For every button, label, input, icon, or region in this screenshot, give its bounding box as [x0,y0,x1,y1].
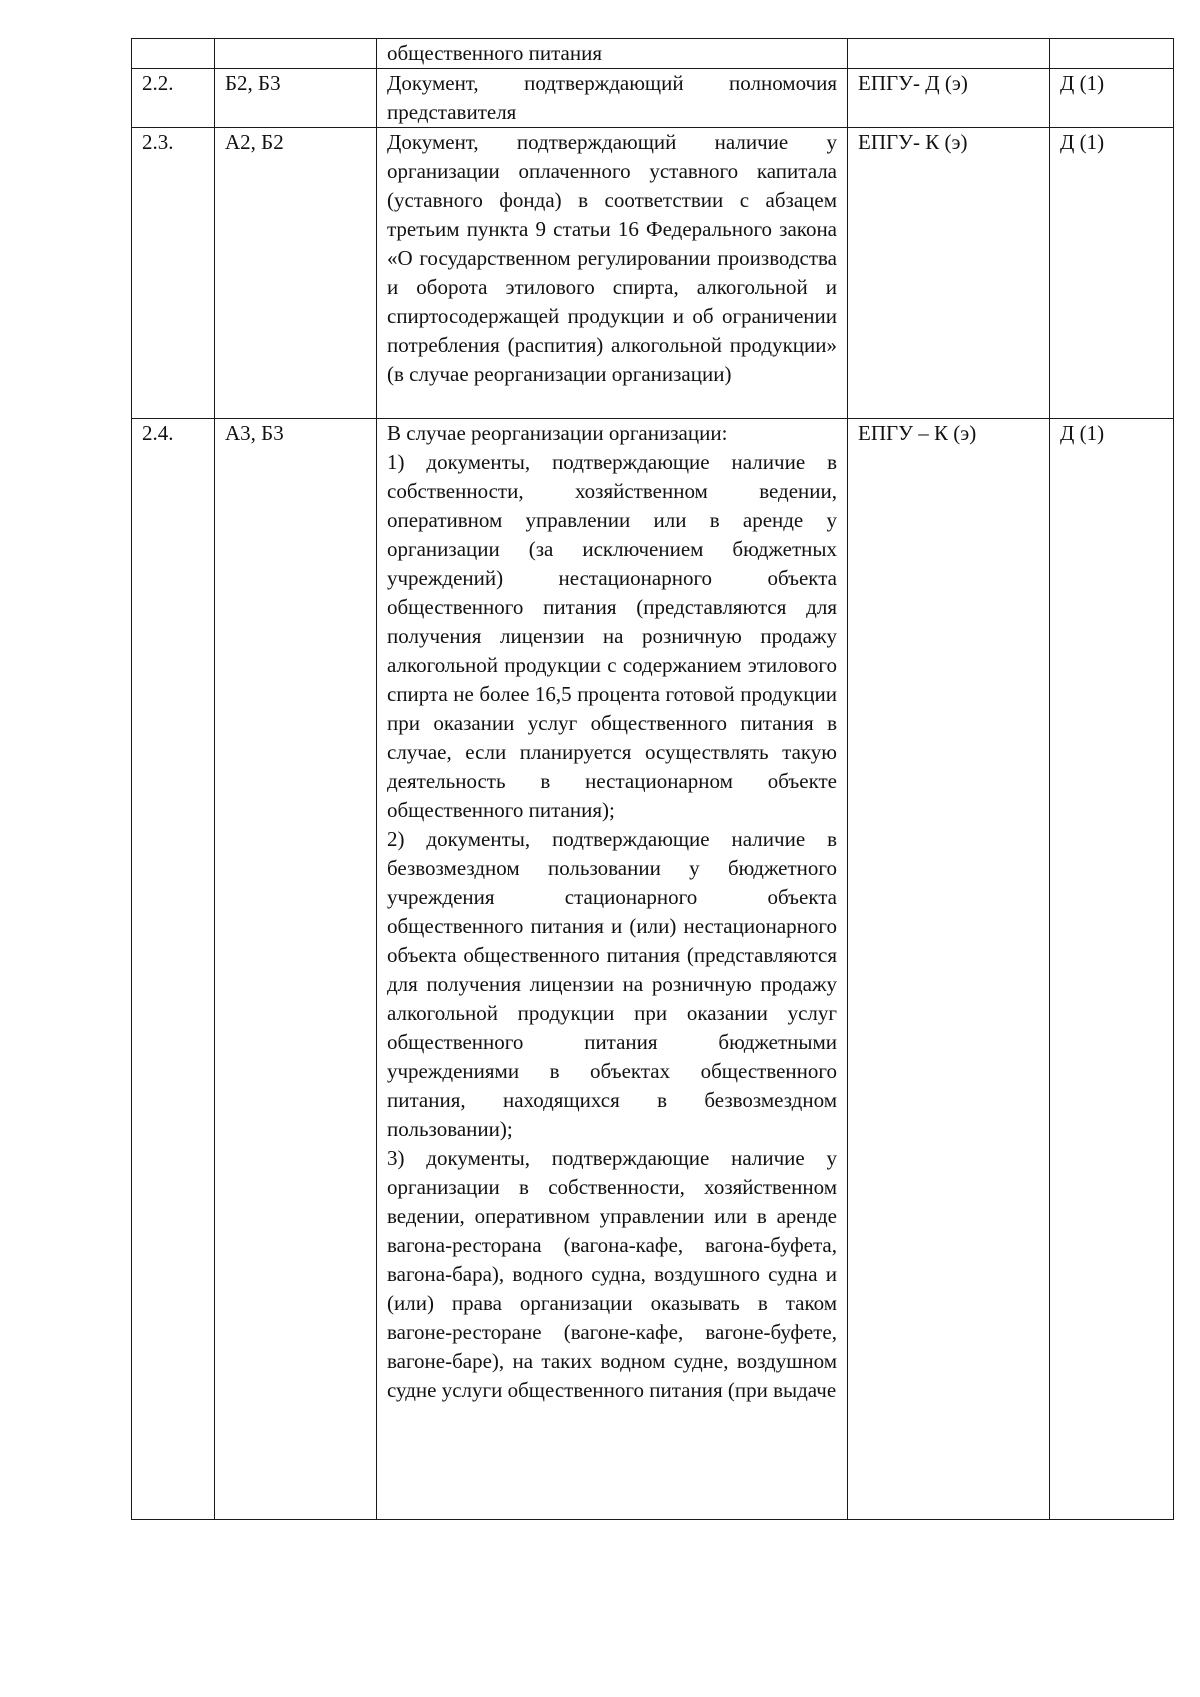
row-text-cell [377,69,848,128]
row-number: 2.2. [142,71,174,95]
row-codes-cell [215,39,377,69]
row-text: Документ, подтверждающий полномочия представителя [387,71,837,124]
row-requirement: Д (1) [1060,71,1105,95]
table-row [132,128,1174,419]
row-codes: А3, Б3 [225,421,284,445]
row-text-intro: В случае реорганизации организации: [387,421,728,445]
row-text-cell [377,39,848,69]
row-requirement-cell [1050,69,1174,128]
row-requirement-cell [1050,419,1174,1520]
row-source-cell [848,39,1050,69]
requirements-table [131,38,1174,1520]
row-number-cell [132,419,215,1520]
row-codes: Б2, Б3 [225,71,281,95]
row-number-cell [132,69,215,128]
table-row [132,419,1174,1520]
row-text-cell [377,419,848,1520]
row-number: 2.3. [142,130,174,154]
row-text: Документ, подтверждающий наличие у организации оплаченного уставного капитала (уставного фонда) в соответствии с абзацем третьим пункта 9 статьи 16 Федерального закона «О государственном регулировании производства и оборота этилового спирта, алкогольной и спиртосодержащей продукции и об ограничении потребления (распития) алкогольной продукции» (в случае реорганизации организации) [387,130,837,386]
row-requirement: Д (1) [1060,130,1105,154]
row-source: ЕПГУ- К (э) [858,130,968,154]
row-requirement: Д (1) [1060,421,1105,445]
row-codes-cell [215,419,377,1520]
row-number-cell [132,39,215,69]
table-row [132,39,1174,69]
row-source: ЕПГУ – К (э) [858,421,977,445]
row-number-cell [132,128,215,419]
row-source: ЕПГУ- Д (э) [858,71,968,95]
row-text-item-3: 3) документы, подтверждающие наличие у организации в собственности, хозяйственном ведении, оперативном управлении или в аренде вагона-ресторана (вагона-кафе, вагона-буфета, вагона-бара), водного судна, воздушного судна и (или) права организации оказывать в таком вагоне-ресторане (вагоне-кафе, вагоне-буфете, вагоне-баре), на таких водном судне, воздушном судне услуги общественного питания (при выдаче [387,1146,837,1402]
table-row [132,69,1174,128]
row-codes-cell [215,69,377,128]
row-codes: А2, Б2 [225,130,284,154]
row-codes-cell [215,128,377,419]
row-requirement-cell [1050,39,1174,69]
row-requirement-cell [1050,128,1174,419]
row-source-cell [848,69,1050,128]
row-number: 2.4. [142,421,174,445]
row-text-cell [377,128,848,419]
row-text-item-1: 1) документы, подтверждающие наличие в собственности, хозяйственном ведении, оперативном управлении или в аренде у организации (за исключением бюджетных учреждений) нестационарного объекта общественного питания (представляются для получения лицензии на розничную продажу алкогольной продукции с содержанием этилового спирта не более 16,5 процента готовой продукции при оказании услуг общественного питания в случае, если планируется осуществлять такую деятельность в нестационарном объекте общественного питания); [387,450,837,822]
row-source-cell [848,128,1050,419]
row-text-item-2: 2) документы, подтверждающие наличие в безвозмездном пользовании у бюджетного учреждения стационарного объекта общественного питания и (или) нестационарного объекта общественного питания (представляются для получения лицензии на розничную продажу алкогольной продукции при оказании услуг общественного питания бюджетными учреждениями в объектах общественного питания, находящихся в безвозмездном пользовании); [387,827,837,1141]
row-source-cell [848,419,1050,1520]
continuation-text: общественного питания [387,41,602,65]
